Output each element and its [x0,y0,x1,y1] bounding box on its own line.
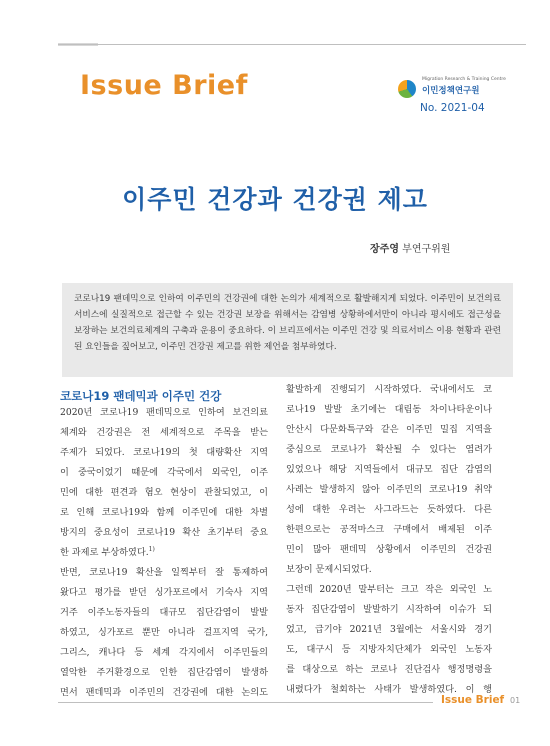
issue-number: No. 2021-04 [420,102,485,114]
author-role: 부연구위원 [402,244,451,255]
body-text-line: 면서 팬데믹과 이주민의 건강권에 대한 논의도 [60,687,268,698]
body-text-line: 활발하게 진행되기 시작하였다. 국내에서도 코 [286,384,492,395]
top-rule [58,44,526,45]
body-text-line: 한편으로는 공적마스크 구매에서 배제된 이주 [286,524,492,535]
institute-logo-icon [398,80,416,98]
author-line [370,240,450,255]
institute-logo-name: 이민정책연구원 [422,86,480,96]
body-text-line: 성에 대한 우려는 사그라드는 듯하였다. 다른 [286,504,492,515]
issue-brief-brand: Issue Brief [80,70,248,101]
body-text-line: 반면, 코로나19 확산을 일찍부터 잘 통제하여 [60,567,268,578]
footer-rule [58,702,433,703]
institute-logo-subtitle: Migration Research & Training Centre [422,77,506,82]
body-text-line: 하였고, 싱가포르 뿐만 아니라 걸프지역 국가, [60,627,268,638]
abstract-box: 코로나19 팬데믹으로 인하여 이주민의 건강권에 대한 논의가 세계적으로 활발해지게 되었다. 이주민이 보건의료서비스에 실질적으로 접근할 수 있는 건강권 보장을 위해서는 감염병 상황하에서만이 아니라 평시에도 접근성을 보장하는 보건의료체계의 구축과 운용이 중요하다. 이 브리프에서는 이주민 건강 및 의료서비스 이용 현황과 관련된 요인들을 짚어보고, 이주민 건강권 제고를 위한 제언을 첨부하였다. [62,283,513,377]
body-text-line: 로나19 발발 초기에는 대림동 차이나타운이나 [286,404,492,415]
footer-brand: Issue Brief [441,694,505,706]
body-text-line: 2020년 코로나19 팬데믹으로 인하여 보건의료 [60,407,268,418]
body-text-line: 도, 대구시 등 지방자치단체가 외국인 노동자 [286,644,492,655]
body-text-line: 동자 집단감염이 발발하기 시작하여 이슈가 되 [286,604,492,615]
body-column-left [60,403,268,703]
body-text-line: 그런데 2020년 말부터는 크고 작은 외국인 노 [286,584,492,595]
body-column-right [286,380,492,700]
body-text-line: 있었으나 해당 지역들에서 대규모 집단 감염의 [286,464,492,475]
author-name: 장주영 [370,244,399,255]
body-text-line: 방지의 중요성이 코로나19 확산 초기부터 중요 [60,527,268,538]
body-text-line: 거주 이주노동자들의 대규모 집단감염이 발발 [60,607,268,618]
body-text-line: 안산시 다문화특구와 같은 이주민 밀집 지역을 [286,424,492,435]
page-title: 이주민 건강과 건강권 제고 [122,185,428,214]
footnote-marker[interactable]: 1) [148,545,155,553]
body-text-line: 이 중국이었기 때문에 각국에서 외국인, 이주 [60,467,268,478]
body-text-line: 었고, 급기야 2021년 3월에는 서울시와 경기 [286,624,492,635]
page-number: 01 [510,696,521,705]
body-text-line: 열악한 주거환경으로 인한 집단감염이 발생하 [60,667,268,678]
body-text-line: 내렸다가 철회하는 사태가 발생하였다. 이 행 [286,684,492,695]
body-text-line: 한 과제로 부상하였다.$^{1)}$ [60,545,155,558]
body-text-line: 민이 많아 팬데믹 상황에서 이주민의 건강권 [286,544,492,555]
body-text-line: 그리스, 캐나다 등 세계 각지에서 이주민들의 [60,647,268,658]
body-text-line: 주제가 되었다. 코로나19의 첫 대량확산 지역 [60,447,268,458]
body-text-line: 왔다고 평가를 받던 싱가포르에서 기숙사 지역 [60,587,268,598]
body-text-line: 민에 대한 편견과 혐오 현상이 관찰되었고, 이 [60,487,268,498]
section-title: 코로나19 팬데믹과 이주민 건강 [60,389,222,403]
body-text-line: 체계와 건강권은 전 세계적으로 주목을 받는 [60,427,268,438]
body-text-line: 사례는 발생하지 않아 이주민의 코로나19 취약 [286,484,492,495]
body-text-line: 보장이 문제시되었다. [286,564,372,575]
body-text-line: 를 대상으로 하는 코로나 진단검사 행정명령을 [286,664,492,675]
body-text-line: 중심으로 코로나가 확산될 수 있다는 염려가 [286,444,492,455]
body-text-line: 로 인해 코로나19와 함께 이주민에 대한 차별 [60,507,268,518]
